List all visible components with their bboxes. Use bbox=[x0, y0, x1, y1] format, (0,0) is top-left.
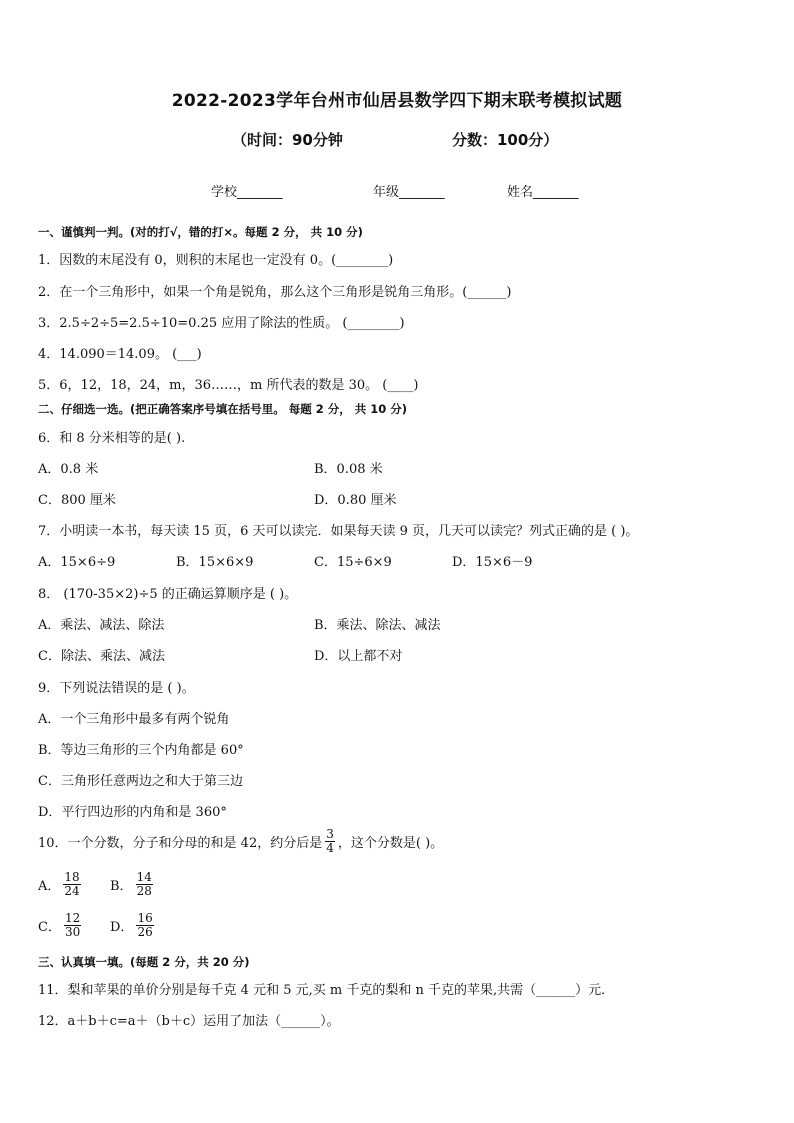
question-7: 7．小明读一本书，每天读 15 页，6 天可以读完．如果每天读 9 页，几天可以读完？列式正确的是 ( )。 bbox=[38, 524, 639, 539]
question-9-option-b: B．等边三角形的三个内角都是 60° bbox=[38, 743, 244, 758]
school-field: 学校_______ bbox=[211, 185, 283, 200]
question-12: 12．a＋b＋c=a＋（b＋c）运用了加法（______）。 bbox=[38, 1014, 340, 1029]
page-title: 2022-2023学年台州市仙居县数学四下期末联考模拟试题 bbox=[171, 91, 623, 111]
question-9-option-d: D．平行四边形的内角和是 360° bbox=[38, 805, 227, 820]
option-fraction bbox=[64, 912, 81, 938]
fraction-denominator: 4 bbox=[326, 840, 334, 855]
fraction-numerator: 16 bbox=[137, 911, 153, 925]
question-10 bbox=[38, 828, 443, 854]
question-7-option-b: B．15×6×9 bbox=[176, 555, 254, 570]
section-heading-1: 一、谨慎判一判。(对的打√，错的打×。每题 2 分， 共 10 分) bbox=[38, 225, 363, 239]
option-label: D． bbox=[110, 919, 134, 935]
question-6: 6．和 8 分米相等的是( ). bbox=[38, 431, 186, 446]
section-heading-2: 二、仔细选一选。(把正确答案序号填在括号里。 每题 2 分， 共 10 分) bbox=[38, 402, 408, 416]
question-4: 4．14.090＝14.09。 (___) bbox=[38, 347, 202, 362]
fraction-numerator: 18 bbox=[64, 870, 80, 884]
option-label: A． bbox=[38, 878, 61, 894]
question-10-option-a bbox=[38, 871, 84, 897]
question-7-option-d: D．15×6－9 bbox=[452, 555, 533, 570]
fraction-denominator: 28 bbox=[136, 883, 152, 898]
option-label: C． bbox=[38, 919, 61, 935]
question-10-option-b bbox=[110, 871, 156, 897]
option-fraction bbox=[63, 871, 80, 897]
question-6-option-c: C．800 厘米 bbox=[38, 493, 116, 508]
question-8: 8． (170-35×2)÷5 的正确运算顺序是 ( )。 bbox=[38, 587, 298, 602]
question-8-option-c: C．除法、乘法、减法 bbox=[38, 649, 165, 664]
exam-score: 分数：100分） bbox=[452, 131, 559, 149]
fraction-denominator: 24 bbox=[64, 883, 80, 898]
question-2: 2．在一个三角形中，如果一个角是锐角，那么这个三角形是锐角三角形。(______) bbox=[38, 285, 512, 300]
question-6-option-b: B．0.08 米 bbox=[314, 462, 383, 477]
question-6-option-a: A．0.8 米 bbox=[38, 462, 99, 477]
question-6-option-d: D．0.80 厘米 bbox=[314, 493, 397, 508]
fraction-three-quarters bbox=[325, 828, 335, 854]
option-label: B． bbox=[110, 878, 133, 894]
section-heading-3: 三、认真填一填。(每题 2 分，共 20 分) bbox=[38, 955, 250, 969]
question-9-option-a: A．一个三角形中最多有两个锐角 bbox=[38, 712, 230, 727]
question-10-text: 10．一个分数，分子和分母的和是 42，约分后是 bbox=[38, 835, 323, 851]
question-10-text-end: ，这个分数是( )。 bbox=[337, 835, 444, 851]
question-7-option-c: C．15÷6×9 bbox=[314, 555, 392, 570]
question-5: 5．6，12，18，24，m，36……，m 所代表的数是 30。 (____) bbox=[38, 378, 419, 393]
question-8-option-a: A．乘法、减法、除法 bbox=[38, 618, 165, 633]
fraction-denominator: 30 bbox=[64, 924, 81, 939]
fraction-denominator: 26 bbox=[137, 924, 153, 939]
question-8-option-b: B．乘法、除法、减法 bbox=[314, 618, 441, 633]
exam-time: （时间：90分钟 bbox=[232, 131, 343, 149]
question-7-option-a: A．15×6÷9 bbox=[38, 555, 116, 570]
question-9: 9．下列说法错误的是 ( )。 bbox=[38, 681, 195, 696]
question-8-option-d: D．以上都不对 bbox=[314, 649, 403, 664]
question-10-option-c bbox=[38, 912, 84, 938]
question-1: 1．因数的末尾没有 0，则积的末尾也一定没有 0。(________) bbox=[38, 253, 394, 268]
name-field: 姓名_______ bbox=[507, 185, 579, 200]
fraction-numerator: 14 bbox=[136, 870, 152, 884]
question-9-option-c: C．三角形任意两边之和大于第三边 bbox=[38, 774, 243, 789]
option-fraction bbox=[136, 912, 153, 938]
fraction-numerator: 12 bbox=[64, 911, 81, 925]
option-fraction bbox=[136, 871, 153, 897]
grade-field: 年级_______ bbox=[373, 185, 445, 200]
question-10-option-d bbox=[110, 912, 157, 938]
fraction-numerator: 3 bbox=[326, 827, 334, 841]
question-3: 3．2.5÷2÷5=2.5÷10=0.25 应用了除法的性质。 (________) bbox=[38, 316, 405, 331]
question-11: 11．梨和苹果的单价分别是每千克 4 元和 5 元,买 m 千克的梨和 n 千克的苹果,共需（______）元． bbox=[38, 983, 615, 998]
